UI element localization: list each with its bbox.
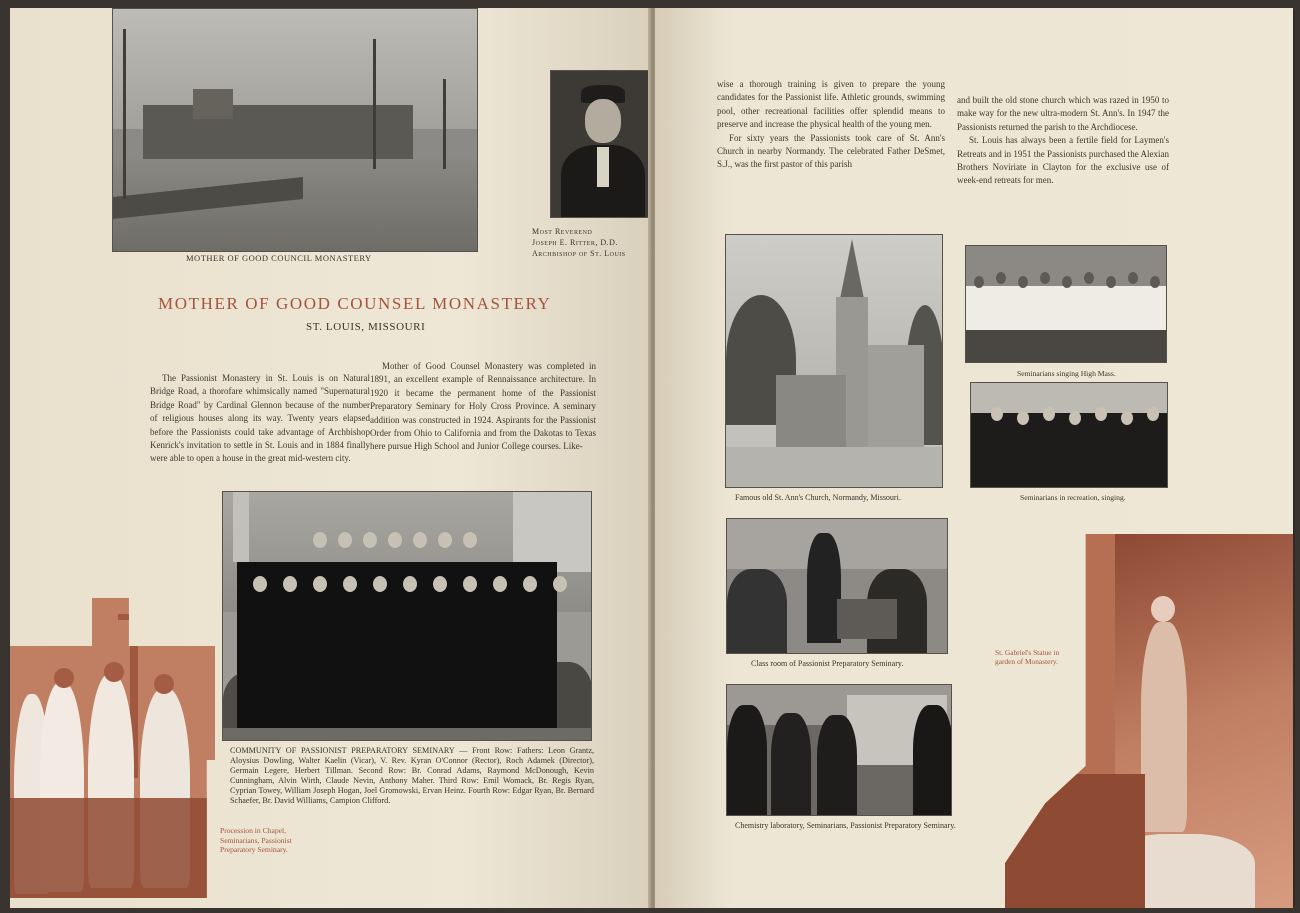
caption-line: Most Reverend bbox=[532, 227, 593, 236]
right-page bbox=[655, 8, 1293, 908]
left-page bbox=[10, 8, 652, 908]
monastery-photo bbox=[112, 8, 478, 252]
paragraph: St. Louis has always been a fertile field for Laymen's Retreats and in 1951 the Passionists purchased the Alexian Brothers Noviriate in Clayton for the exclusive use of week-end retreats for men. bbox=[957, 135, 1169, 186]
body-column-3 bbox=[717, 78, 945, 172]
singing-photo bbox=[965, 245, 1167, 363]
recreation-photo bbox=[970, 382, 1168, 488]
book-spread bbox=[10, 8, 1295, 908]
paragraph: wise a thorough training is given to prepare the young candidates for the Passionist life. Athletic grounds, swimming pool, other recreational facilities offer splendid means to preserve and increase the physical health of the young men. bbox=[717, 79, 945, 130]
page-subtitle: ST. LOUIS, MISSOURI bbox=[306, 321, 426, 333]
monastery-caption: MOTHER OF GOOD COUNCIL MONASTERY bbox=[186, 253, 372, 263]
paragraph: and built the old stone church which was razed in 1950 to make way for the new ultra-modern St. Ann's. In 1947 the Passionists returned the parish to the Archdiocese. bbox=[957, 95, 1169, 132]
archbishop-portrait bbox=[550, 70, 652, 218]
caption-line: Joseph E. Ritter, D.D. bbox=[532, 238, 618, 247]
procession-caption: Procession in Chapel, Seminarians, Passionist Preparatory Seminary. bbox=[220, 826, 292, 854]
classroom-photo bbox=[726, 518, 948, 654]
page-title: MOTHER OF GOOD COUNSEL MONASTERY bbox=[158, 294, 552, 313]
community-caption: COMMUNITY OF PASSIONIST PREPARATORY SEMINARY — Front Row: Fathers: Leon Grantz, Aloysius Dowling, Walter Kaelin (Vicar), V. Rev. Kyran O'Connor (Rector), Roch Adamek (Director), Germain Legere, Herbert Tillman. Second Row: Br. Conrad Adams, Raymond McDonough, Kevin Cunningham, Alvin Wirth, Claude Nevin, Anthony Maher. Third Row: Emil Womack, Br. Regis Ryan, Cyprian Towey, William Joseph Hogan, Joel Gromowski, Ervan Heinz. Fourth Row: Edgar Ryan, Br. Bernard Schaefer, Br. David Williams, Campion Clifford. bbox=[230, 746, 594, 805]
statue-photo bbox=[1005, 534, 1293, 908]
paragraph: For sixty years the Passionists took care of St. Ann's Church in nearby Normandy. The celebrated Father DeSmet, S.J., was the first pastor of this parish bbox=[717, 132, 945, 170]
archbishop-caption bbox=[532, 226, 626, 259]
church-caption: Famous old St. Ann's Church, Normandy, Missouri. bbox=[735, 493, 901, 502]
body-column-4 bbox=[957, 94, 1169, 188]
church-photo bbox=[725, 234, 943, 488]
procession-photo bbox=[10, 598, 215, 898]
chemistry-caption: Chemistry laboratory, Seminarians, Passionist Preparatory Seminary. bbox=[735, 821, 956, 830]
caption-line: Archbishop of St. Louis bbox=[532, 249, 626, 258]
body-column-1: The Passionist Monastery in St. Louis is on Natural Bridge Road, a thorofare whimsically named "Supernatural Bridge Road" by Cardinal Glennon because of the number of religious houses along its way. Twenty years elapsed before the Passionists could take advantage of Archbishop Kenrick's invitation to settle in St. Louis and in 1884 finally were able to open a house in the great mid-western city. bbox=[150, 373, 370, 464]
chemistry-photo bbox=[726, 684, 952, 816]
statue-caption: St. Gabriel's Statue in garden of Monastery. bbox=[995, 648, 1060, 666]
singing-caption: Seminarians singing High Mass. bbox=[1017, 369, 1116, 378]
community-photo bbox=[222, 491, 592, 741]
classroom-caption: Class room of Passionist Preparatory Seminary. bbox=[751, 659, 904, 668]
recreation-caption: Seminarians in recreation, singing. bbox=[1020, 493, 1126, 502]
body-column-2: Mother of Good Counsel Monastery was completed in 1891, an excellent example of Rennaissance architecture. In 1920 it became the permanent home of the Passionist Preparatory Seminary for Holy Cross Province. A seminary addition was constructed in 1924. Aspirants for the Passionist Order from Ohio to California and from the Dakotas to Texas here pursue High School and Junior College courses. Like- bbox=[370, 361, 596, 452]
